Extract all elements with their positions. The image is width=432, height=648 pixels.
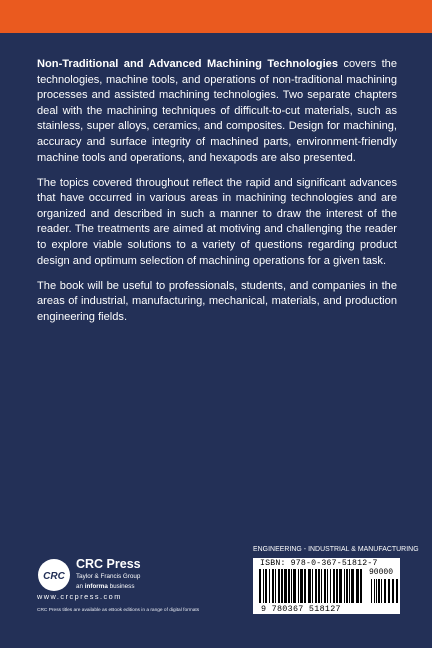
back-cover-blurb bbox=[37, 57, 397, 335]
informa-brand: informa bbox=[84, 583, 108, 590]
ebook-note: CRC Press titles are available as eBook editions in a range of digital formats bbox=[37, 608, 200, 613]
price-code: 90000 bbox=[369, 568, 394, 577]
top-orange-band bbox=[0, 0, 432, 33]
blurb-paragraph-2: The topics covered throughout reflect the rapid and significant advances that have occurred in various areas in machining technologies and are organized and described in such a manner to draw the interest of the reader. The treatments are aimed at motiving and challenging the reader to explore viable solutions to a variety of questions regarding product design and optimum selection of machining operations for a given task. bbox=[37, 176, 397, 267]
blurb-paragraph-3: The book will be useful to professionals, students, and companies in the areas of industrial, manufacturing, mechanical, materials, and production engineering fields. bbox=[37, 279, 397, 323]
isbn-barcode-box bbox=[253, 558, 400, 614]
publisher-url[interactable]: www.crcpress.com bbox=[37, 592, 122, 601]
book-title: Non-Traditional and Advanced Machining Technologies bbox=[37, 58, 338, 70]
publisher-name: CRC Press bbox=[76, 557, 141, 571]
crc-logo-text: CRC bbox=[43, 571, 65, 582]
blurb-paragraph-1 bbox=[37, 57, 397, 166]
subject-category: ENGINEERING - INDUSTRIAL & MANUFACTURING bbox=[253, 546, 419, 553]
isbn-label: ISBN: 978-0-367-51812-7 bbox=[260, 559, 378, 568]
ean-number: 9 780367 518127 bbox=[261, 604, 341, 614]
publisher-group: Taylor & Francis Group bbox=[76, 573, 141, 580]
publisher-business-line: an informa business bbox=[76, 583, 135, 590]
blurb-paragraph-1-text: covers the technologies, machine tools, and operations of non-traditional machining processes and assisted machining technologies. Two separate chapters deal with the machining techniques of difficult-to-cut materials, such as stainless, super alloys, ceramics, and composites. Design for machining, accuracy and surface integrity of machined parts, environment-friendly machine tools and operations, and hexapods are also presented. bbox=[37, 58, 397, 164]
